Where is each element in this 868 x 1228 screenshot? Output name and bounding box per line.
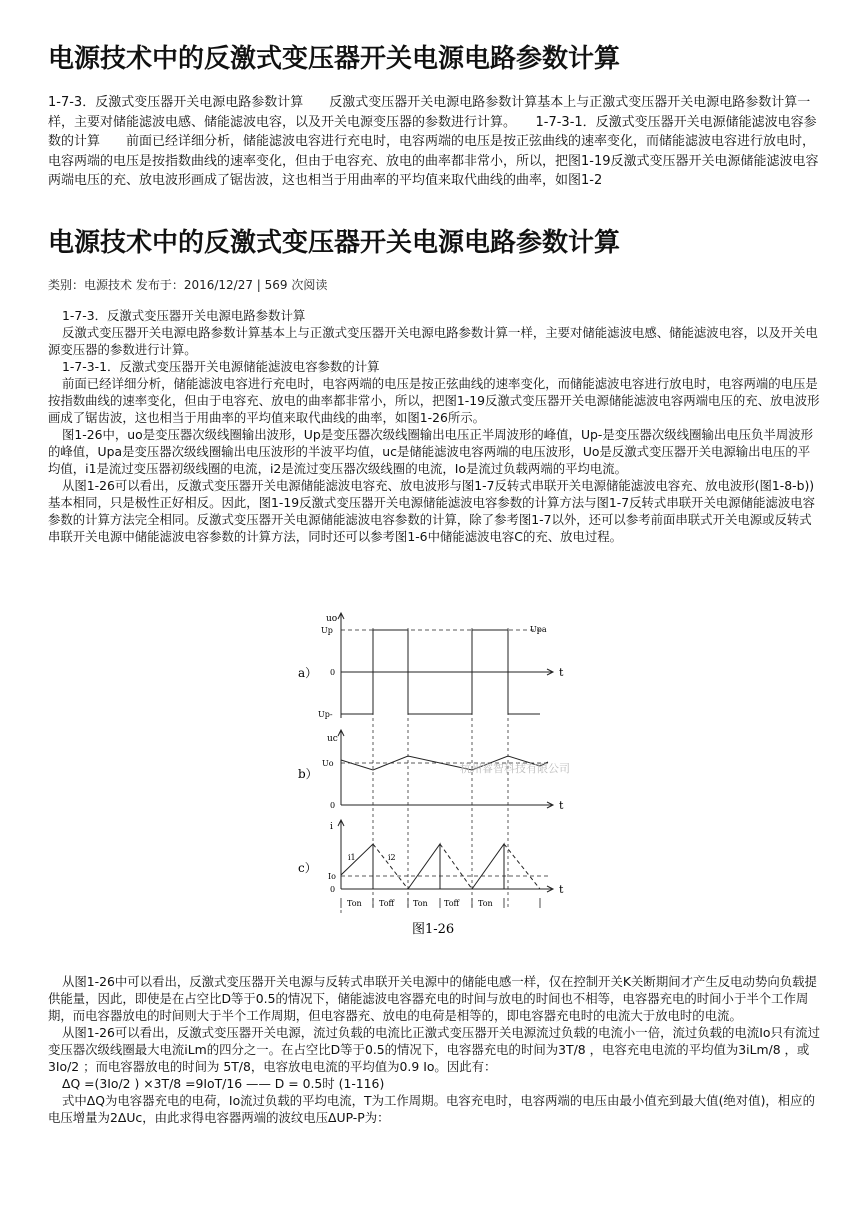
label-ton-3: Ton <box>478 899 493 908</box>
axis-label-uc: uc <box>327 734 338 744</box>
label-upa: Upa <box>530 625 547 634</box>
label-io: Io <box>328 872 336 881</box>
watermark: 杭州睿智科技有限公司 <box>460 762 570 775</box>
label-up: Up <box>321 626 333 635</box>
axis-t-b: t <box>559 799 564 812</box>
label-zero-a: 0 <box>330 668 336 677</box>
paragraph: 从图1-26可以看出，反激式变压器开关电源，流过负载的电流比正激式变压器开关电源流过负载的电流小一倍，流过负载的电流Io只有流过变压器次级线圈最大电流iLm的四分之一。在占空比D等于0.5的情况下，电容器充电的时间为3T/8 ，电容充电电流的平均值为3iLm/8 ，或3Io/2 ；而电容器放电的时间为 5T/8，电容放电电流的平均值为0.9 Io。因此有： <box>48 1025 821 1074</box>
label-i2: i2 <box>388 853 396 862</box>
article-body-continued <box>48 973 822 1126</box>
waveform-figure <box>300 608 590 938</box>
axis-t-c: t <box>559 883 564 896</box>
label-toff-1: Toff <box>379 899 395 908</box>
axis-t-a: t <box>559 666 564 679</box>
section-heading: 1-7-3．反激式变压器开关电源电路参数计算 <box>62 308 306 323</box>
label-toff-2: Toff <box>444 899 460 908</box>
summary-text: 1-7-3．反激式变压器开关电源电路参数计算 反激式变压器开关电源电路参数计算基本上与正激式变压器开关电源电路参数计算一样，主要对储能滤波电感、储能滤波电容，以及开关电源变压器的参数进行计算。 1-7-3-1．反激式变压器开关电源储能滤波电容参数的计算 前面已经详细分析，储能滤波电容进行充电时，电容两端的电压是按正弦曲线的速率变化，而储能滤波电容进行放电时，电容两端的电压是按指数曲线的速率变化，但由于电容充、放电的曲率都非常小，所以，把图1-19反激式变压器开关电源储能滤波电容两端电压的充、放电波形画成了锯齿波，这也相当于用曲率的平均值来取代曲线的曲率，如图1-2 <box>48 95 819 189</box>
paragraph: 前面已经详细分析，储能滤波电容进行充电时，电容两端的电压是按正弦曲线的速率变化，而储能滤波电容进行放电时，电容两端的电压是按指数曲线的速率变化，但由于电容充、放电的曲率都非常小，所以，把图1-19反激式变压器开关电源储能滤波电容两端电压的充、放电波形画成了锯齿波，这也相当于用曲率的平均值来取代曲线的曲率，如图1-26所示。 <box>48 376 820 425</box>
paragraph: 反激式变压器开关电源电路参数计算基本上与正激式变压器开关电源电路参数计算一样，主要对储能滤波电感、储能滤波电容，以及开关电源变压器的参数进行计算。 <box>48 325 818 357</box>
label-ton-1: Ton <box>347 899 362 908</box>
figure-caption: 图1-26 <box>412 922 455 937</box>
panel-a <box>338 613 553 714</box>
paragraph: 从图1-26中可以看出，反激式变压器开关电源与反转式串联开关电源中的储能电感一样，仅在控制开关K关断期间才产生反电动势向负载提供能量，因此，即使是在占空比D等于0.5的情况下，储能滤波电容器充电的时间与放电的时间也不相等，电容器充电的时间小于半个工作周期，而电容器放电的时间则大于半个工作周期，但电容器充、放电的电荷是相等的，即电容器充电时的电流大于放电时的电流。 <box>48 974 817 1023</box>
paragraph: 图1-26中，uo是变压器次级线圈输出波形，Up是变压器次级线圈输出电压正半周波形的峰值，Up-是变压器次级线圈输出电压负半周波形的峰值，Upa是变压器次级线圈输出电压波形的半波平均值，uc是储能滤波电容两端的电压波形，Uo是反激式变压器开关电源输出电压的平均值，i1是流过变压器初级线圈的电流，i2是流过变压器次级线圈的电流，Io是流过负载两端的平均电流。 <box>48 427 813 476</box>
panel-c <box>338 820 553 908</box>
paragraph: 式中ΔQ为电容器充电的电荷，Io流过负载的平均电流，T为工作周期。电容充电时，电容两端的电压由最小值充到最大值(绝对值)，相应的电压增量为2ΔUc，由此求得电容器两端的波纹电压ΔUP-P为： <box>48 1093 815 1125</box>
panel-label-a: a） <box>298 666 318 680</box>
panel-label-c: c） <box>298 861 317 875</box>
page-title: 电源技术中的反激式变压器开关电源电路参数计算 <box>48 44 621 74</box>
label-up-neg: Up- <box>318 710 333 719</box>
label-zero-c: 0 <box>330 885 336 894</box>
article-body <box>48 307 822 545</box>
formula: ΔQ =(3Io/2 ) ×3T/8 =9IoT/16 —— D = 0.5时 (1-116) <box>62 1076 385 1091</box>
paragraph: 从图1-26可以看出，反激式变压器开关电源储能滤波电容充、放电波形与图1-7反转式串联开关电源储能滤波电容充、放电波形(图1-8-b))基本相同，只是极性正好相反。因此，图1-19反激式变压器开关电源储能滤波电容参数的计算方法与图1-7反转式串联开关电源储能滤波电容参数的计算方法完全相同。反激式变压器开关电源储能滤波电容参数的计算，除了参考图1-7以外，还可以参考前面串联式开关电源或反转式串联开关电源中储能滤波电容参数的计算方法，同时还可以参考图1-6中储能滤波电容C的充、放电过程。 <box>48 478 816 544</box>
label-ton-2: Ton <box>413 899 428 908</box>
label-i1: i1 <box>348 853 356 862</box>
panel-label-b: b） <box>298 767 318 781</box>
label-zero-b: 0 <box>330 801 336 810</box>
subsection-heading: 1-7-3-1．反激式变压器开关电源储能滤波电容参数的计算 <box>62 359 380 374</box>
axis-label-uo: uo <box>326 614 338 624</box>
axis-label-i: i <box>330 822 333 832</box>
label-uo: Uo <box>322 759 334 768</box>
article-meta: 类别：电源技术 发布于：2016/12/27 | 569 次阅读 <box>48 278 328 292</box>
article-title: 电源技术中的反激式变压器开关电源电路参数计算 <box>48 228 621 258</box>
